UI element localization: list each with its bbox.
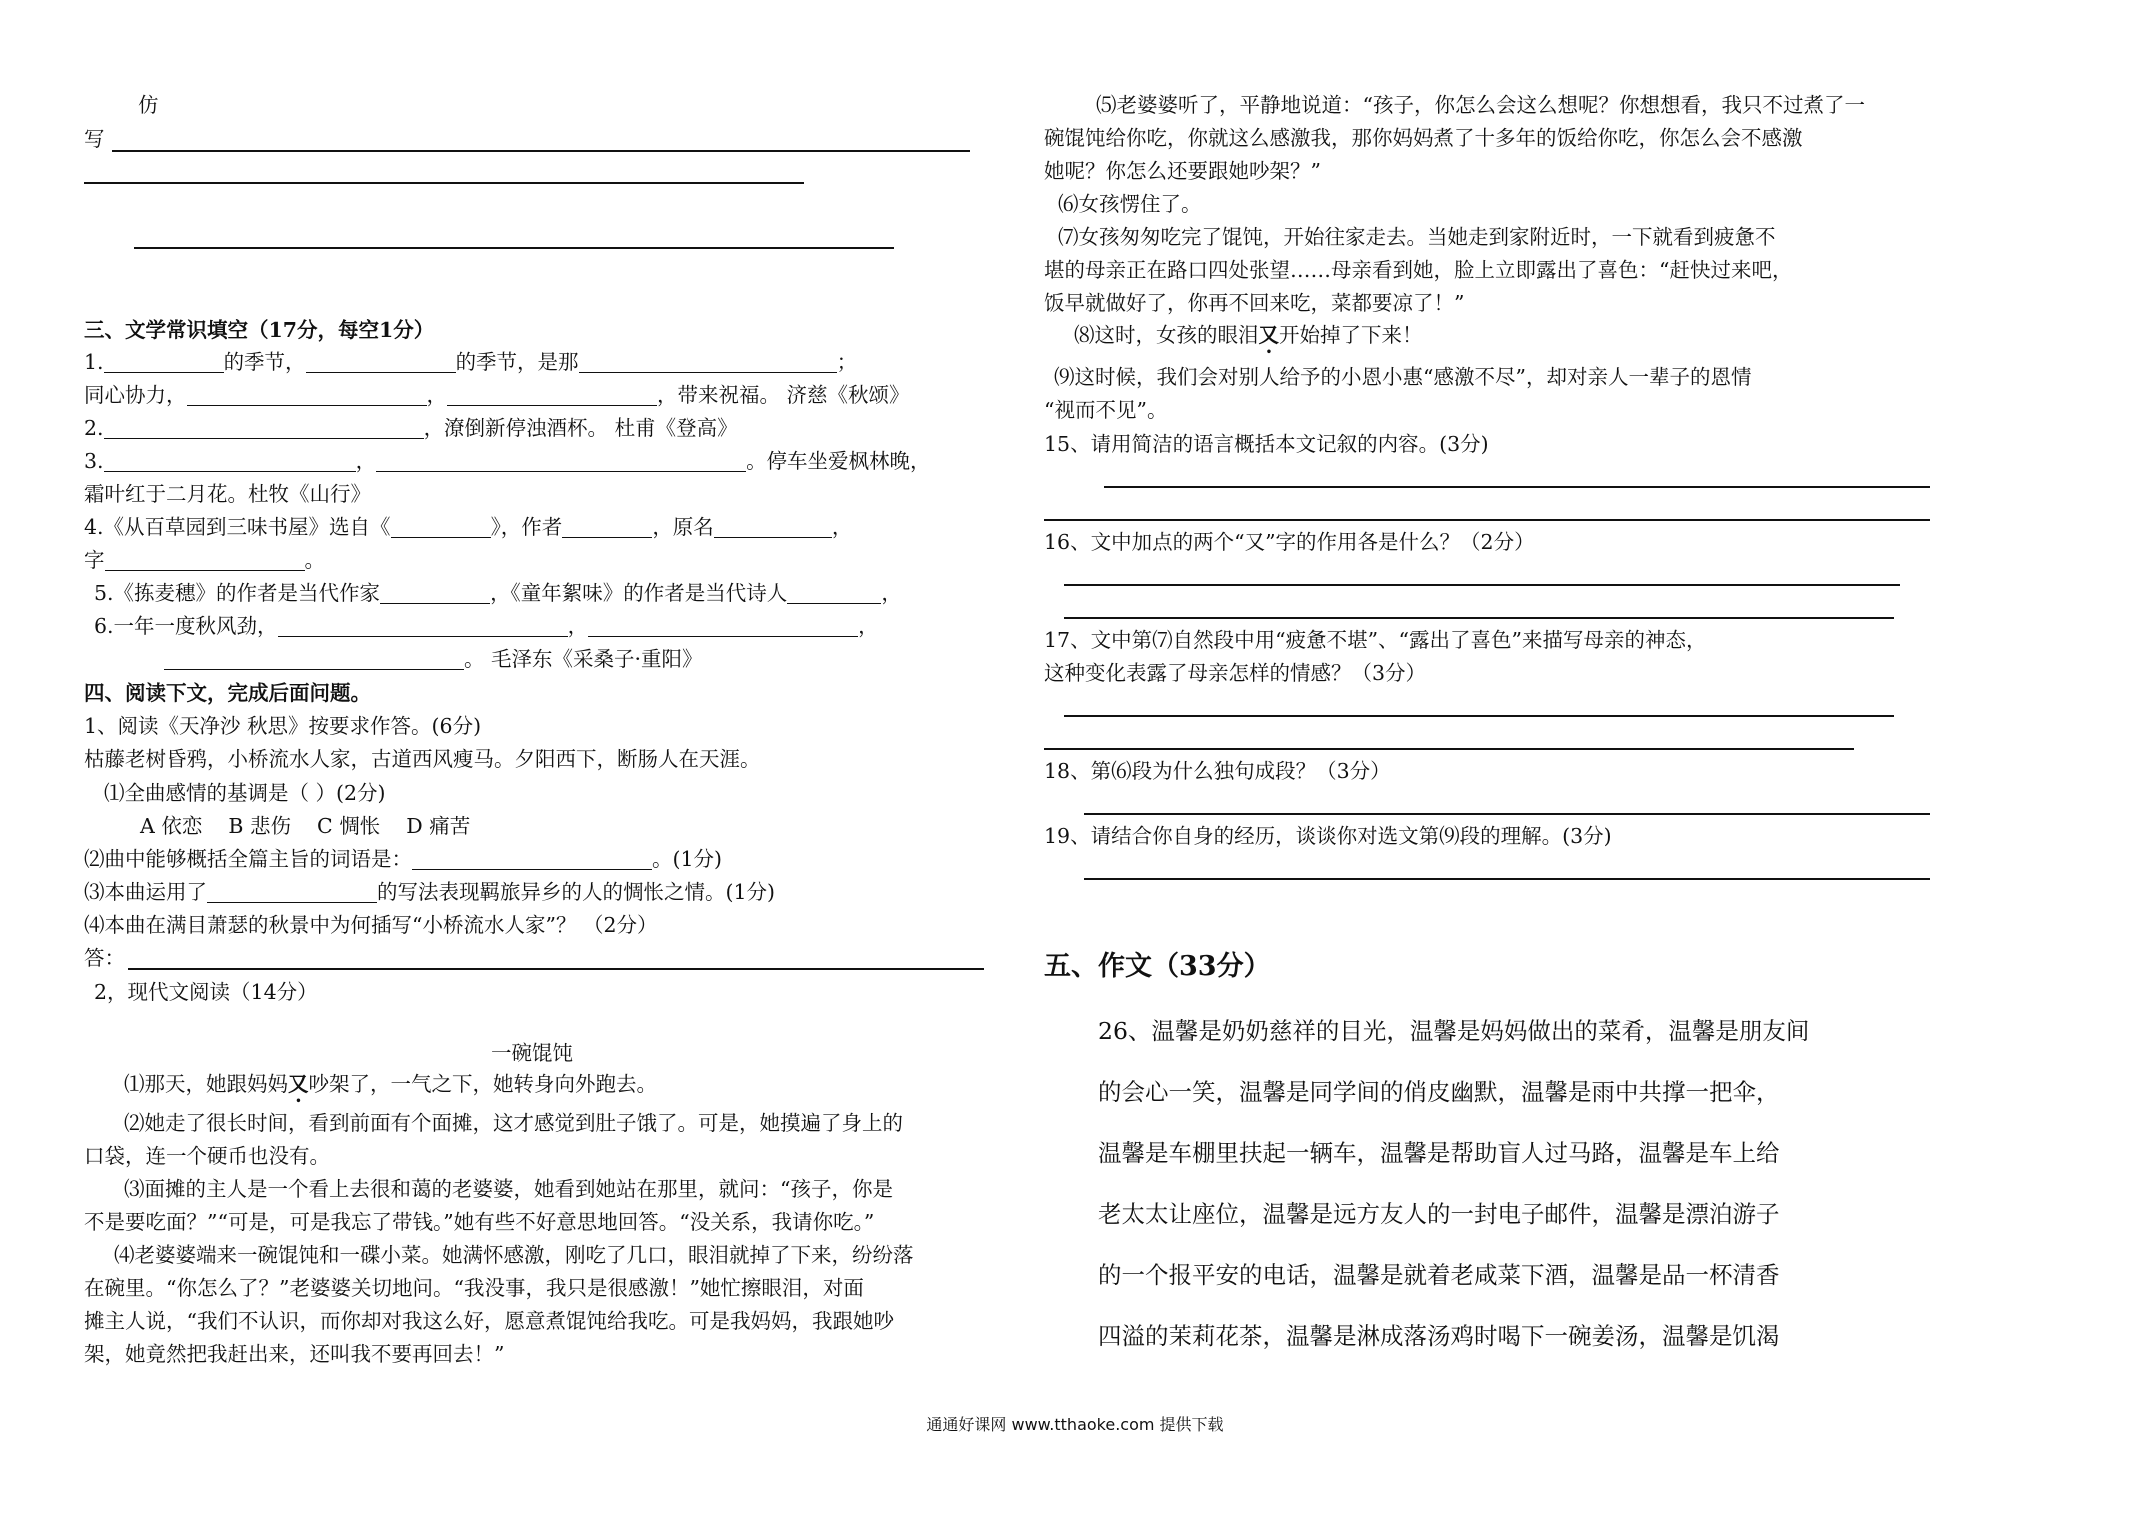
story-para-1: ⑴那天，她跟妈妈又吵架了，一气之下，她转身向外跑去。 — [124, 1072, 657, 1096]
answer-line[interactable] — [128, 968, 984, 970]
blank[interactable] — [588, 616, 858, 637]
story-para-7a: ⑺女孩匆匆吃完了馄饨，开始往家走去。当她走到家附近时，一下就看到疲惫不 — [1058, 225, 1776, 249]
blank[interactable] — [391, 517, 491, 538]
poem-sub-q4: ⑷本曲在满目萧瑟的秋景中为何插写“小桥流水人家”？ （2分） — [84, 913, 658, 937]
q4-line-2: 字 。 — [84, 548, 325, 572]
blank[interactable] — [579, 352, 837, 373]
blank[interactable] — [164, 649, 464, 670]
story-para-4a: ⑷老婆婆端来一碗馄饨和一碟小菜。她满怀感激，刚吃了几口，眼泪就掉了下来，纷纷落 — [114, 1243, 914, 1267]
story-para-7b: 堪的母亲正在路口四处张望……母亲看到她，脸上立即露出了喜色：“赶快过来吧， — [1044, 258, 1793, 282]
question-18: 18、第⑹段为什么独句成段？（3分） — [1044, 759, 1391, 783]
footer-watermark: 通通好课网 www.tthaoke.com 提供下载 — [926, 1415, 1224, 1434]
story-para-2b: 口袋，连一个硬币也没有。 — [84, 1144, 330, 1168]
question-19: 19、请结合你自身的经历，谈谈你对选文第⑼段的理解。(3分) — [1044, 824, 1612, 848]
q16-answer-line-2[interactable] — [1064, 617, 1894, 619]
q17-answer-line-1[interactable] — [1064, 715, 1894, 717]
story-para-2a: ⑵她走了很长时间，看到前面有个面摊，这才感觉到肚子饿了。可是，她摸遍了身上的 — [124, 1111, 903, 1135]
blank[interactable] — [104, 352, 224, 373]
story-para-3b: 不是要吃面？”“可是，可是我忘了带钱。”她有些不好意思地回答。“没关系，我请你吃。” — [84, 1210, 875, 1234]
story-para-3a: ⑶面摊的主人是一个看上去很和蔼的老婆婆，她看到她站在那里，就问：“孩子，你是 — [124, 1177, 893, 1201]
q19-answer-line[interactable] — [1084, 878, 1930, 880]
story-para-5b: 碗馄饨给你吃，你就这么感激我，那你妈妈煮了十多年的饭给你吃，你怎么会不感激 — [1044, 126, 1803, 150]
question-17-line-2: 这种变化表露了母亲怎样的情感？（3分） — [1044, 661, 1427, 685]
poem-sub-q1: ⑴全曲感情的基调是（ ）(2分) — [104, 781, 386, 805]
q18-answer-line[interactable] — [1084, 813, 1930, 815]
blank[interactable] — [104, 451, 356, 472]
story-para-5a: ⑸老婆婆听了，平静地说道：“孩子，你怎么会这么想呢？你想想看，我只不过煮了一 — [1096, 93, 1865, 117]
reading-q2: 2，现代文阅读（14分） — [94, 980, 318, 1004]
story-para-9a: ⑼这时候，我们会对别人给予的小恩小惠“感激不尽”，却对亲人一辈子的恩情 — [1054, 365, 1752, 389]
story-para-4b: 在碗里。“你怎么了？”老婆婆关切地问。“我没事，我只是很感激！”她忙擦眼泪，对面 — [84, 1276, 864, 1300]
composition-line-2: 的会心一笑，温馨是同学间的俏皮幽默，温馨是雨中共撑一把伞， — [1098, 1078, 1780, 1106]
blank[interactable] — [207, 882, 377, 903]
story-para-7c: 饭早就做好了，你再不回来吃，菜都要凉了！” — [1044, 291, 1465, 315]
q2-line: 2. ，潦倒新停浊酒杯。 杜甫《登高》 — [84, 416, 738, 440]
imitate-answer-line-2[interactable] — [84, 182, 804, 184]
story-para-9b: “视而不见”。 — [1044, 398, 1168, 422]
blank[interactable] — [714, 517, 832, 538]
blank[interactable] — [104, 418, 424, 439]
story-para-8: ⑻这时，女孩的眼泪又开始掉了下来！ — [1074, 323, 1423, 347]
imitate-answer-line-3[interactable] — [134, 247, 894, 249]
q17-answer-line-2[interactable] — [1044, 748, 1854, 750]
imitate-label-1: 仿 — [138, 93, 159, 117]
blank[interactable] — [278, 616, 568, 637]
imitate-answer-line-1[interactable] — [112, 150, 970, 152]
q1-line-1: 1. 的季节， 的季节，是那 ； — [84, 350, 858, 374]
story-para-6: ⑹女孩愣住了。 — [1058, 192, 1202, 216]
q3-line-1: 3. ， 。停车坐爱枫林晚， — [84, 449, 931, 473]
story-para-4d: 架，她竟然把我赶出来，还叫我不要再回去！” — [84, 1342, 505, 1366]
blank[interactable] — [187, 385, 427, 406]
composition-line-5: 的一个报平安的电话，温馨是就着老咸菜下酒，温馨是品一杯清香 — [1098, 1261, 1780, 1289]
blank[interactable] — [380, 583, 490, 604]
reading-q1: 1、阅读《天净沙 秋思》按要求作答。(6分) — [84, 714, 482, 738]
section-3-title: 三、文学常识填空（17分，每空1分） — [84, 318, 435, 342]
story-para-4c: 摊主人说，“我们不认识，而你却对我这么好，愿意煮馄饨给我吃。可是我妈妈，我跟她吵 — [84, 1309, 894, 1333]
q15-answer-line-2[interactable] — [1044, 519, 1930, 521]
blank[interactable] — [447, 385, 657, 406]
blank[interactable] — [376, 451, 746, 472]
blank[interactable] — [412, 849, 652, 870]
poem-sub-q3: ⑶本曲运用了 的写法表现羁旅异乡的人的惆怅之情。(1分) — [84, 880, 776, 904]
poem-text: 枯藤老树昏鸦，小桥流水人家，古道西风瘦马。夕阳西下，断肠人在天涯。 — [84, 747, 761, 771]
composition-line-6: 四溢的茉莉花茶，温馨是淋成落汤鸡时喝下一碗姜汤，温馨是饥渴 — [1098, 1322, 1780, 1350]
blank[interactable] — [787, 583, 881, 604]
q6-line-1: 6.一年一度秋风劲， ， ， — [94, 614, 879, 638]
poem-options: A 依恋 B 悲伤 C 惆怅 D 痛苦 — [140, 814, 471, 838]
question-17-line-1: 17、文中第⑺自然段中用“疲惫不堪”、“露出了喜色”来描写母亲的神态， — [1044, 628, 1707, 652]
q4-line-1: 4.《从百草园到三味书屋》选自《 》，作者 ，原名 ， — [84, 515, 853, 539]
blank[interactable] — [105, 550, 305, 571]
blank[interactable] — [562, 517, 652, 538]
q5-line: 5.《拣麦穗》的作者是当代作家 ，《童年絮味》的作者是当代诗人 ， — [94, 581, 902, 605]
blank[interactable] — [306, 352, 456, 373]
q16-answer-line-1[interactable] — [1064, 584, 1900, 586]
section-4-title: 四、阅读下文，完成后面问题。 — [84, 681, 371, 705]
q15-answer-line-1[interactable] — [1104, 486, 1930, 488]
q3-line-2: 霜叶红于二月花。杜牧《山行》 — [84, 482, 371, 506]
composition-line-1: 26、温馨是奶奶慈祥的目光，温馨是妈妈做出的菜肴，温馨是朋友间 — [1098, 1017, 1810, 1045]
poem-sub-q2: ⑵曲中能够概括全篇主旨的词语是： 。(1分) — [84, 847, 723, 871]
answer-label: 答： — [84, 946, 125, 970]
story-title: 一碗馄饨 — [491, 1041, 573, 1065]
composition-line-3: 温馨是车棚里扶起一辆车，温馨是帮助盲人过马路，温馨是车上给 — [1098, 1139, 1780, 1167]
q6-line-2: 。 毛泽东《采桑子·重阳》 — [164, 646, 703, 672]
question-15: 15、请用简洁的语言概括本文记叙的内容。(3分) — [1044, 432, 1489, 456]
question-16: 16、文中加点的两个“又”字的作用各是什么？（2分） — [1044, 530, 1535, 554]
q1-line-2: 同心协力， ， ，带来祝福。 济慈《秋颂》 — [84, 383, 910, 407]
story-para-5c: 她呢？你怎么还要跟她吵架？” — [1044, 159, 1321, 183]
imitate-label-2: 写 — [84, 127, 105, 151]
composition-line-4: 老太太让座位，温馨是远方友人的一封电子邮件，温馨是漂泊游子 — [1098, 1200, 1780, 1228]
section-5-title: 五、作文（33分） — [1044, 951, 1271, 982]
